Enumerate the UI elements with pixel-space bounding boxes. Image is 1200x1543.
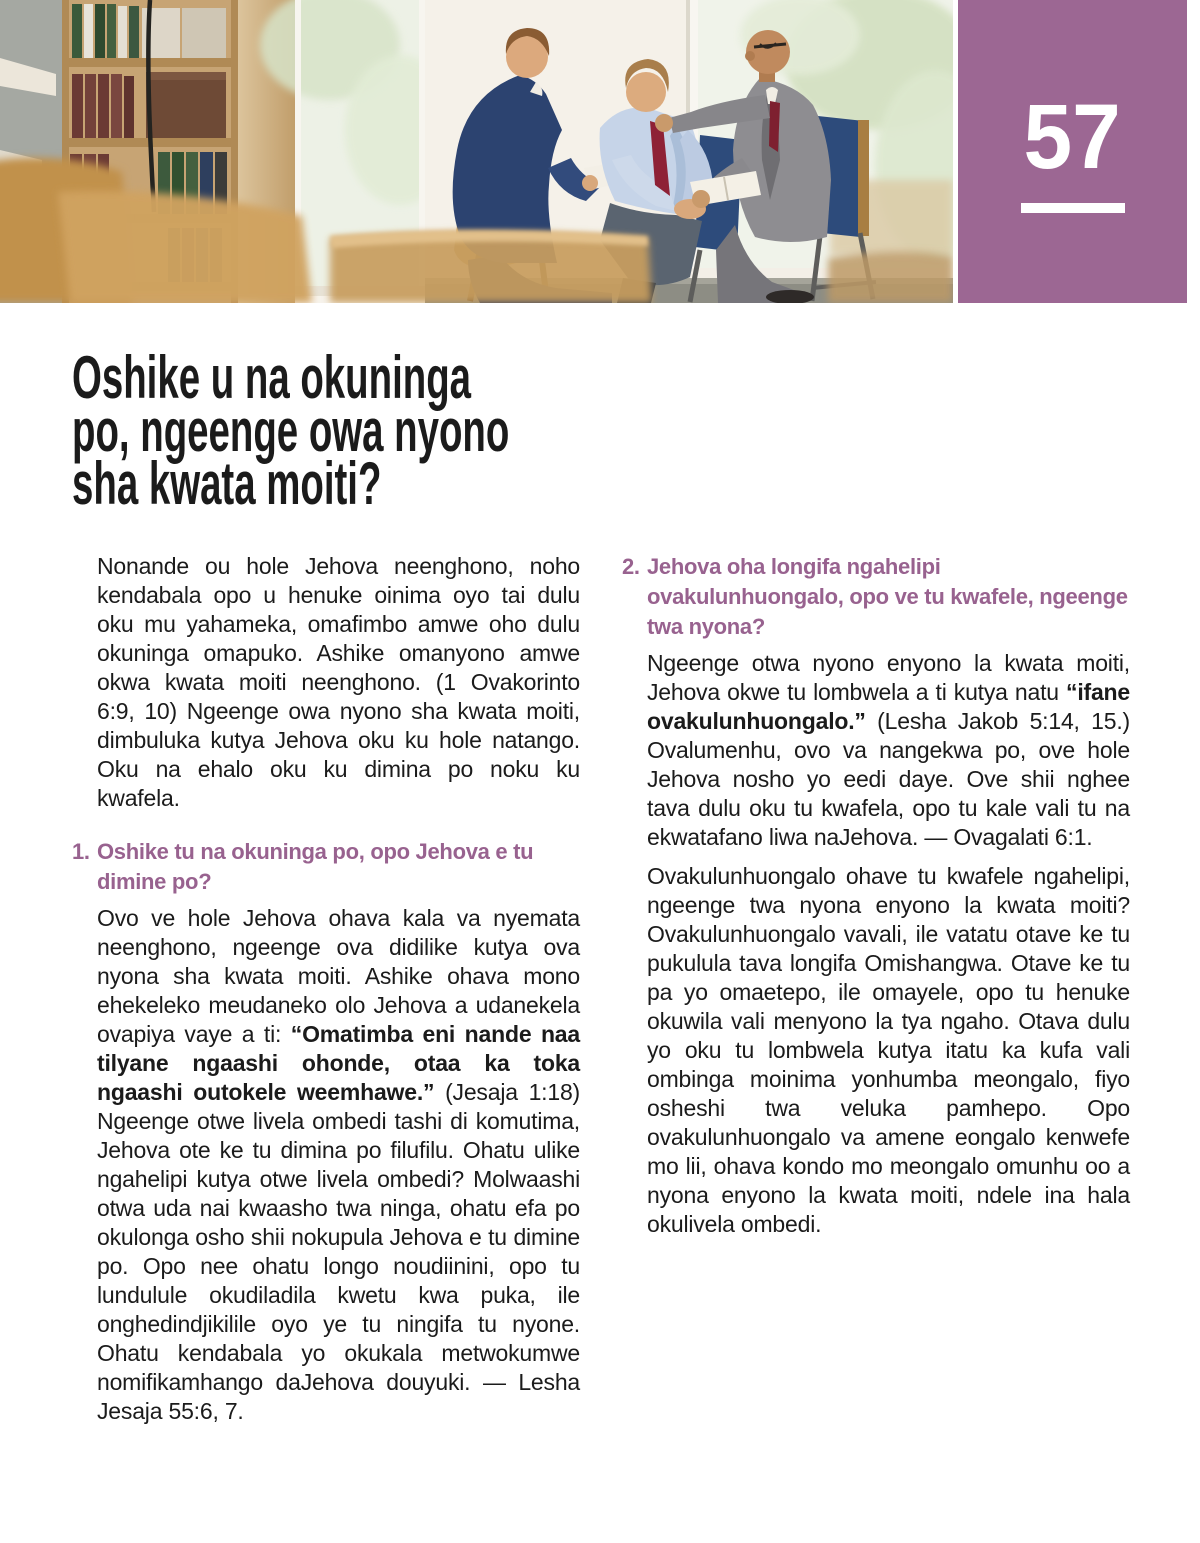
paragraph-1-text: Ovo ve hole Jehova ohava kala va nyemata neenghono, ngeenge ova didilike kutya ova nyona sha kwata moiti. Ashike ohava mono ehekeleko meudaneko olo Jehova a udanekela ovapiya vaye a ti: (97, 905, 580, 1047)
question-1-number: 1. (72, 839, 90, 864)
question-1 (72, 837, 580, 897)
paragraph-2-text-continued: (Lesha Jakob 5:14, 15.) Ovalumenhu, ovo va nangekwa po, ove hole Jehova nosho yo eedi daye. Ove shii nghee tava dulu oku tu kwafela, opo tu kale vali tu na ekwatafano liwa naJehova. — Ovagalati 6:1. (647, 708, 1130, 850)
intro-paragraph: Nonande ou hole Jehova neenghono, noho kendabala opo u henuke oinima oyo tai dulu oku mu yahameka, omafimbo amwe oho dulu okuninga omapuko. Ashike omanyono amwe okwa kwata moiti neenghono. (1 Ovakorinto 6:9, 10) Ngeenge owa nyono sha kwata moiti, dimbuluka kutya Jehova oku ku hole natango. Oku na ehalo oku ku dimina po noku ku kwafela. (97, 553, 580, 811)
header-photo-illustration (0, 0, 953, 303)
column-left (72, 552, 580, 1426)
page-title (72, 344, 510, 517)
lesson-number-underline (1021, 203, 1125, 213)
paragraph-1-text-continued: (Jesaja 1:18) Ngeenge otwe livela ombedi tashi di komutima, Jehova ote ke tu dimina po filufilu. Ohatu ulike ngahelipi kutya otwe livela ombedi? Molwaashi otwa uda nai kwaasho twa ninga, ohatu efa po okulonga osho shii nokupula Jehova e tu dimine po. Opo nee ohatu longo noudiinini, opo tu lundulule okudiladila kwetu kwa puka, ile onghedindjikilile oyo ye tu ningifa tu nyone. Ohatu kendabala yo okukala metwokumwe nomifikamhango daJehova douyuki. — Lesha Jesaja 55:6, 7. (97, 1079, 580, 1424)
page-title-line-2: po, ngeenge owa nyono (72, 397, 510, 464)
column-right (622, 552, 1130, 1426)
header-photo (0, 0, 953, 303)
question-2 (622, 552, 1130, 642)
question-2-number: 2. (622, 554, 640, 579)
question-2-text: Jehova oha longifa ngahelipi ovakulunhuongalo, opo ve tu kwafele, ngeenge twa nyona? (647, 554, 1128, 639)
paragraph-3: Ovakulunhuongalo ohave tu kwafele ngahelipi, ngeenge twa nyona enyono la kwata moiti? Ovakulunhuongalo vavali, ile vatatu otave ke tu pukulula tava longifa Omishangwa. Otave ke tu pa yo omaetepo, ile omayele, opo tu henuke okuwila vali menyono la tya ngaho. Otava dulu yo oku tu lombwela kutya itatu ka kufa vali ombinga moinima yonhumba meongalo, fiyo osheshi twa veluka pamhepo. Opo ovakulunhuongalo va amene eongalo kenwefe mo lii, ohava kondo mo meongalo omunhu oo a nyona enyono la kwata moiti, ndele ina hala okulivela ombedi. (647, 863, 1130, 1237)
lesson-number-badge (958, 0, 1187, 303)
article-body (72, 552, 1130, 1426)
page-title-line-1: Oshike u na okuninga (72, 344, 471, 411)
paragraph-2 (647, 649, 1130, 852)
question-1-text: Oshike tu na okuninga po, opo Jehova e tu dimine po? (97, 839, 534, 894)
paragraph-1-scripture-quote: “Omatimba eni nande naa tilyane ngaashi ohonde, otaa ka toka ngaashi outokele weemhawe.” (97, 1021, 580, 1105)
paragraph-1 (97, 904, 580, 1426)
page-title-line-3: sha kwata moiti? (72, 450, 382, 517)
paragraph-2-scripture-quote: “ifane ovakulunhuongalo.” (647, 679, 1130, 734)
paragraph-2-text: Ngeenge otwa nyono enyono la kwata moiti, Jehova okwe tu lombwela a ti kutya natu (647, 650, 1130, 705)
lesson-number: 57 (1023, 85, 1122, 188)
